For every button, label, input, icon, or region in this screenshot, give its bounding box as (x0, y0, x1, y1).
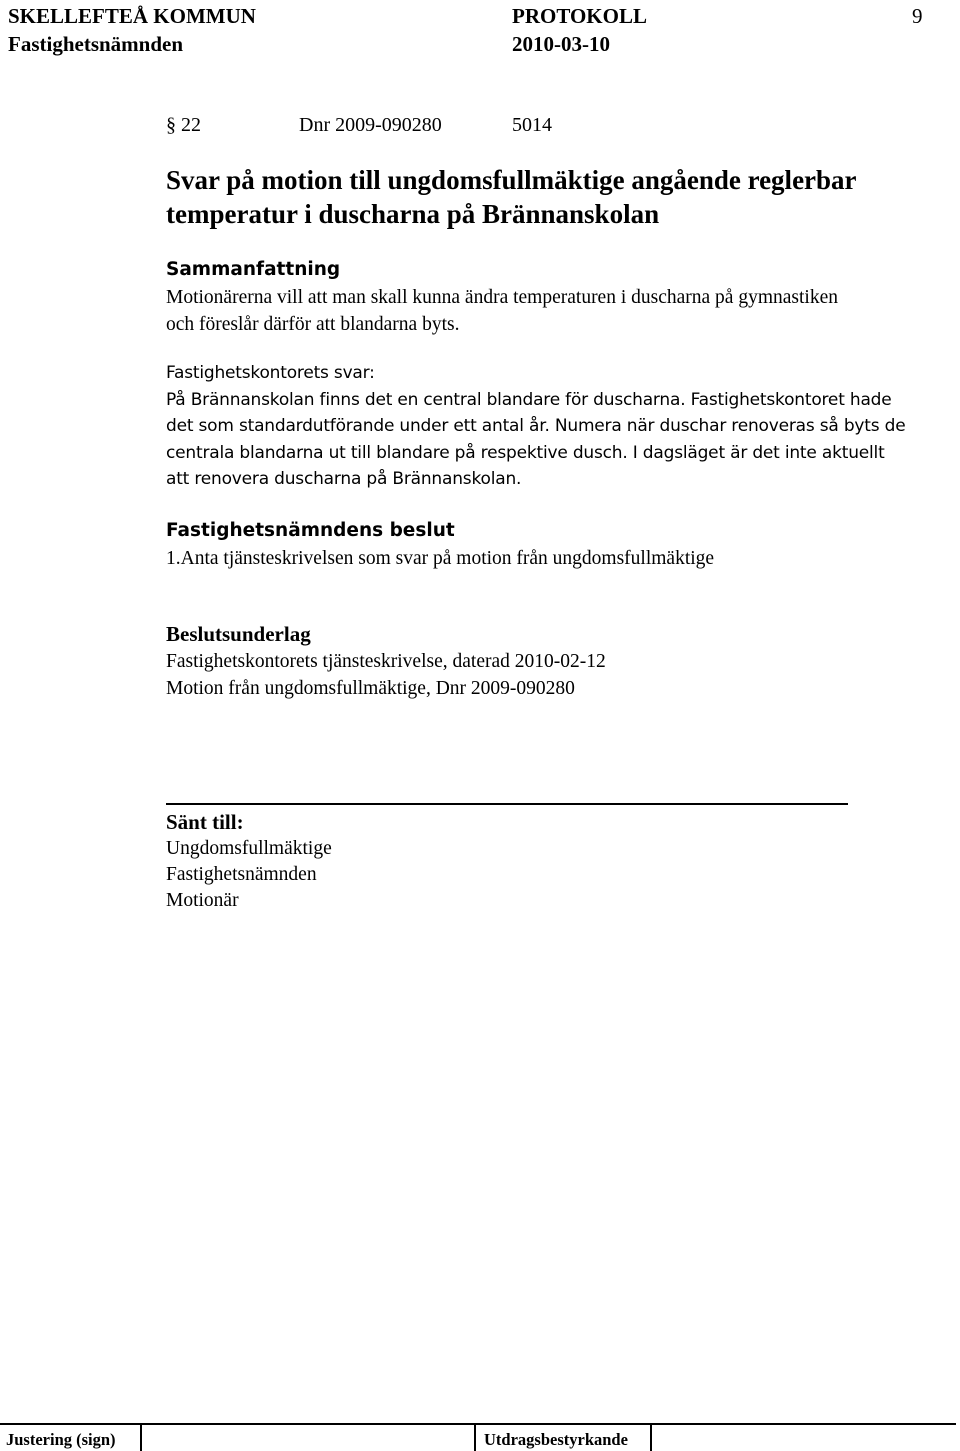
footer-divider-middle (474, 1423, 476, 1451)
basis-line-2: Motion från ungdomsfullmäktige, Dnr 2009-090280 (166, 678, 575, 699)
decision-heading: Fastighetsnämndens beslut (166, 520, 455, 541)
section-number: § 22 (166, 114, 201, 136)
case-code: 5014 (512, 114, 552, 136)
footer-rule (0, 1423, 956, 1425)
diary-number: Dnr 2009-090280 (299, 114, 442, 136)
utdragsbestyrkande-label: Utdragsbestyrkande (484, 1430, 628, 1449)
summary-line-2: och föreslår därför att blandarna byts. (166, 314, 460, 335)
item-title-line-2: temperatur i duscharna på Brännanskolan (166, 199, 660, 229)
summary-line-1: Motionärerna vill att man skall kunna ändra temperaturen i duscharna på gymnastiken (166, 287, 838, 308)
basis-heading: Beslutsunderlag (166, 622, 311, 646)
response-line-1: På Brännanskolan finns det en central blandare för duscharna. Fastighetskontoret hade (166, 390, 892, 410)
sent-to-heading: Sänt till: (166, 810, 244, 834)
recipient-item: Motionär (166, 890, 239, 911)
basis-line-1: Fastighetskontorets tjänsteskrivelse, daterad 2010-02-12 (166, 651, 606, 672)
footer-divider-right (650, 1423, 652, 1451)
document-type: PROTOKOLL (512, 4, 647, 28)
municipality-name: SKELLEFTEÅ KOMMUN (8, 4, 256, 28)
item-title-line-1: Svar på motion till ungdomsfullmäktige angående reglerbar (166, 165, 857, 195)
response-line-3: centrala blandarna ut till blandare på respektive dusch. I dagsläget är det inte aktuellt (166, 443, 885, 463)
recipient-item: Fastighetsnämnden (166, 864, 317, 885)
footer-divider-left (140, 1423, 142, 1451)
decision-text: 1.Anta tjänsteskrivelsen som svar på motion från ungdomsfullmäktige (166, 548, 715, 569)
justering-label: Justering (sign) (6, 1430, 116, 1449)
page-number: 9 (912, 4, 923, 28)
response-line-4: att renovera duscharna på Brännanskolan. (166, 469, 522, 489)
document-date: 2010-03-10 (512, 32, 610, 56)
response-heading: Fastighetskontorets svar: (166, 363, 375, 383)
signature-separator-line (166, 803, 848, 805)
recipient-item: Ungdomsfullmäktige (166, 838, 332, 859)
summary-heading: Sammanfattning (166, 259, 341, 280)
committee-name: Fastighetsnämnden (8, 32, 184, 56)
response-line-2: det som standardutförande under ett antal år. Numera när duschar renoveras så byts de (166, 416, 906, 436)
